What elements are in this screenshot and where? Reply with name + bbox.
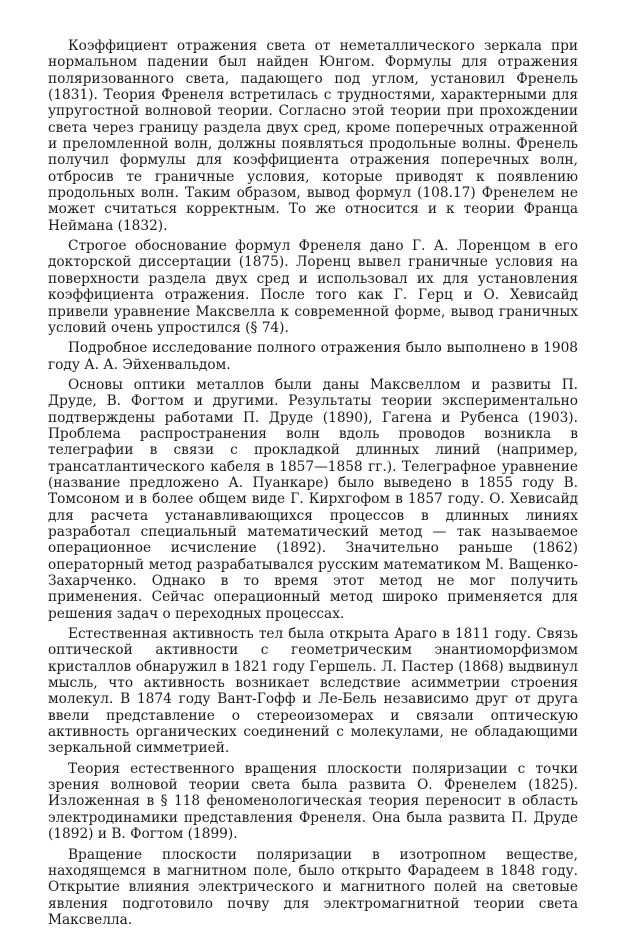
page-text-block	[48, 38, 578, 932]
paragraph-faraday-effect: Вращение плоскости поляризации в изотропном веществе, находящемся в магнитном поле, было открыто Фарадеем в 1848 году. Открытие влияния электрического и магнитного полей на световые явления подготовило почву для электромагнитной теории света Максвелла.	[48, 846, 578, 928]
paragraph-rotation-theory: Теория естественного вращения плоскости поляризации с точки зрения волновой теории света была развита О. Френелем (1825). Изложенная в § 118 феноменологическая теория переносит в область электродинамики представления Френеля. Она была развита П. Друде (1892) и В. Фогтом (1899).	[48, 760, 578, 843]
paragraph-metal-optics: Основы оптики металлов были даны Максвеллом и развиты П. Друде, В. Фогтом и другими. Результаты теории экспериментально подтверждены работами П. Друде (1890), Гагена и Рубенса (1903). Проблема распространения волн вдоль проводов возникла в телеграфии в связи с прокладкой длинных линий (например, трансатлантического кабеля в 1857—1858 гг.). Телеграфное уравнение (название предложено А. Пуанкаре) было выведено в 1855 году В. Томсоном и в более общем виде Г. Кирхгофом в 1857 году. О. Хевисайд для расчета устанавливающихся процессов в длинных линиях разработал специальный математический метод — так называемое операционное исчисление (1892). Значительно раньше (1862) операторный метод разрабатывался русским математиком М. Ващенко-Захарченко. Однако в то время этот метод не мог получить применения. Сейчас операционный метод широко применяется для решения задач о переходных процессах.	[48, 376, 578, 622]
paragraph-fresnel-reflection: Коэффициент отражения света от неметаллического зеркала при нормальном падении был найден Юнгом. Формулы для отражения поляризованного света, падающего под углом, установил Френель (1831). Теория Френеля встретилась с трудностями, характерными для упругостной волновой теории. Согласно этой теории при прохождении света через границу раздела двух сред, кроме поперечных отраженной и преломленной волн, должны появляться продольные волны. Френель получил формулы для коэффициента отражения поперечных волн, отбросив те граничные условия, которые приводят к появлению продольных волн. Таким образом, вывод формул (108.17) Френелем не может считаться корректным. То же относится и к теории Франца Неймана (1832).	[48, 38, 578, 234]
paragraph-total-reflection: Подробное исследование полного отражения было выполнено в 1908 году А. А. Эйхенвальдом.	[48, 340, 578, 373]
paragraph-lorentz-boundary-conditions: Строгое обоснование формул Френеля дано Г. А. Лоренцом в его докторской диссертации (1875). Лоренц вывел граничные условия на поверхности раздела двух сред и использовал их для установления коэффициента отражения. После того как Г. Герц и О. Хевисайд привели уравнение Максвелла к современной форме, вывод граничных условий очень упростился (§ 74).	[48, 238, 578, 336]
paragraph-natural-activity: Естественная активность тел была открыта Араго в 1811 году. Связь оптической активности с геометрическим энантиоморфизмом кристаллов обнаружил в 1821 году Гершель. Л. Пастер (1868) выдвинул мысль, что активность возникает вследствие асимметрии строения молекул. В 1874 году Вант-Гофф и Ле-Бель независимо друг от друга ввели представление о стереоизомерах и связали оптическую активность органических соединений с молекулами, не обладающими зеркальной симметрией.	[48, 626, 578, 757]
